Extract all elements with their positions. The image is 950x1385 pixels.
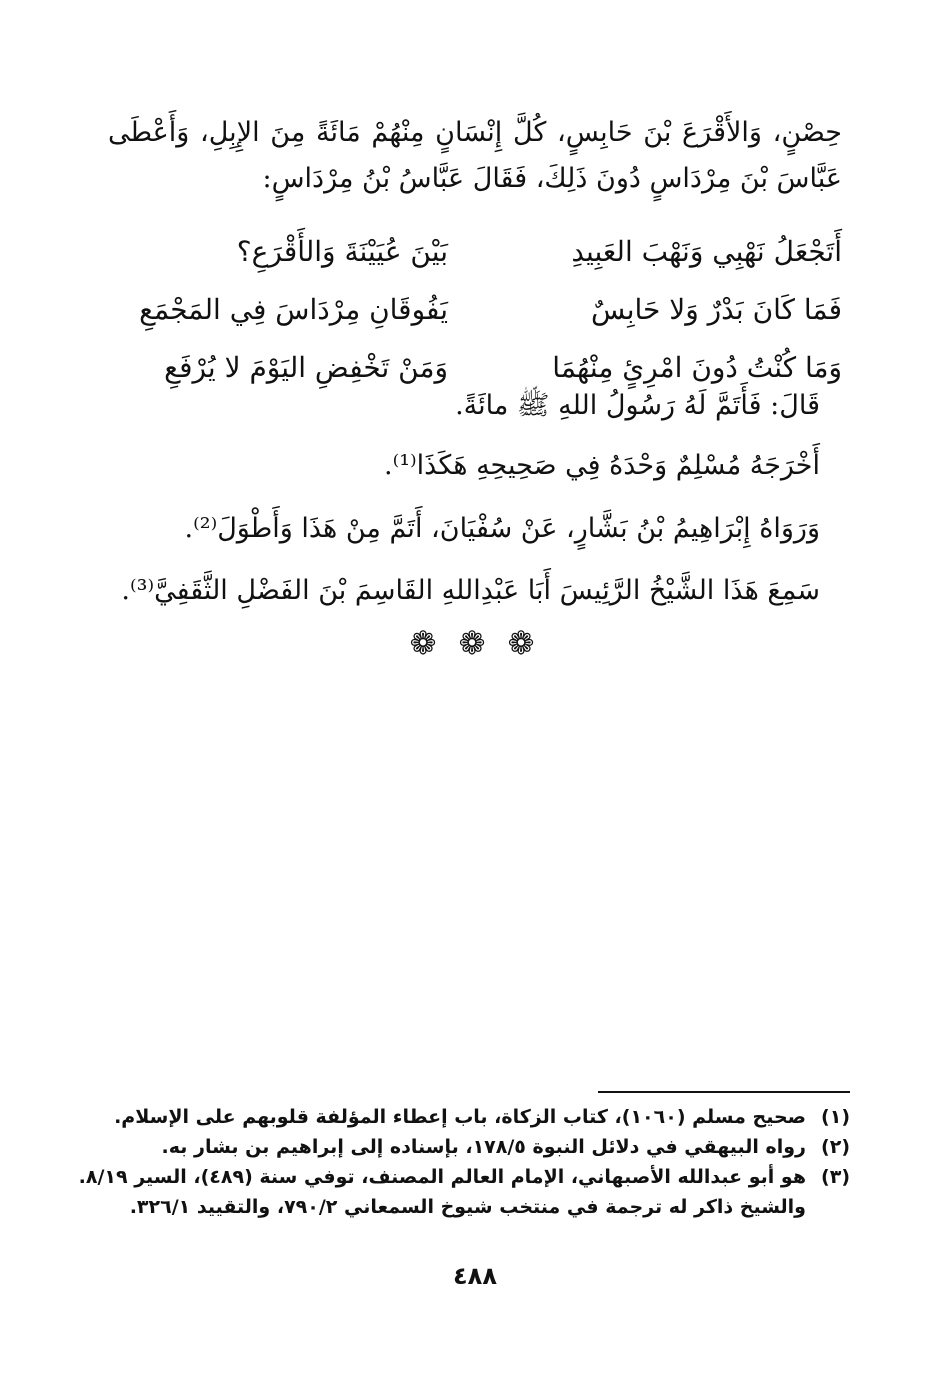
footnote-number: (٣) bbox=[821, 1166, 850, 1188]
footnote-rule bbox=[598, 1091, 850, 1093]
section-separator-ornament: ❁ ❁ ❁ bbox=[409, 624, 541, 662]
paragraph-prophet-completed: قَالَ: فَأَتَمَّ لَهُ رَسُولُ اللهِ ﷺ مائَةً. bbox=[455, 390, 820, 421]
footnote-text-block bbox=[79, 1162, 806, 1222]
footnote-number: (١) bbox=[821, 1106, 850, 1128]
footnote-item bbox=[90, 1132, 850, 1162]
verse-line bbox=[108, 280, 842, 338]
verse-first-hemistich: وَمَا كُنْتُ دُونَ امْرِئٍ مِنْهُمَا bbox=[552, 350, 842, 384]
paragraph-ibrahim-narration: وَرَوَاهُ إِبْرَاهِيمُ بْنُ بَشَّارٍ، عَنْ سُفْيَانَ، أَتَمَّ مِنْ هَذَا وَأَطْوَلَ⁽²⁾. bbox=[184, 513, 820, 544]
verse-second-hemistich: وَمَنْ تَخْفِضِ اليَوْمَ لا يُرْفَعِ bbox=[164, 350, 448, 384]
verse-second-hemistich: يَفُوقَانِ مِرْدَاسَ فِي المَجْمَعِ bbox=[139, 292, 448, 326]
verse-first-hemistich: أَتَجْعَلُ نَهْبِي وَنَهْبَ العَبِيدِ bbox=[571, 234, 842, 268]
footnotes bbox=[78, 1102, 850, 1222]
verse-second-hemistich: بَيْنَ عُيَيْنَةَ وَالأَقْرَعِ؟ bbox=[236, 234, 448, 268]
paragraph-muslim-narration: أَخْرَجَهُ مُسْلِمٌ وَحْدَهُ فِي صَحِيحِهِ هَكَذَا⁽¹⁾. bbox=[384, 450, 820, 481]
page-number: ٤٨٨ bbox=[453, 1262, 497, 1290]
footnote-item bbox=[90, 1102, 850, 1132]
verse-line bbox=[108, 222, 842, 280]
footnote-text: رواه البيهقي في دلائل النبوة ١٧٨/٥، بإسناده إلى إبراهيم بن بشار به. bbox=[161, 1136, 806, 1158]
footnote-text: هو أبو عبدالله الأصبهاني، الإمام العالم المصنف، توفي سنة (٤٨٩)، السير ٨/١٩. bbox=[78, 1166, 806, 1188]
poem-verses bbox=[108, 222, 842, 396]
footnote-item bbox=[78, 1162, 850, 1222]
footnote-number: (٢) bbox=[821, 1136, 850, 1158]
paragraph-sheikh-heard: سَمِعَ هَذَا الشَّيْخُ الرَّئِيسَ أَبَا عَبْدِاللهِ القَاسِمَ بْنَ الفَضْلِ الثَّقَفِيَّ⁽³⁾. bbox=[121, 575, 820, 606]
paragraph-opening: حِصْنٍ، وَالأَقْرَعَ بْنَ حَابِسٍ، كُلَّ إِنْسَانٍ مِنْهُمْ مَائَةً مِنَ الإِبِلِ، وَأَعْطَى عَبَّاسَ بْنَ مِرْدَاسٍ دُونَ ذَلِكَ، فَقَالَ عَبَّاسُ بْنُ مِرْدَاسٍ: bbox=[108, 117, 842, 194]
footnote-text-continued: والشيخ ذاكر له ترجمة في منتخب شيوخ السمعاني ٧٩٠/٢، والتقييد ٣٢٦/١. bbox=[129, 1196, 806, 1218]
footnote-text: صحيح مسلم (١٠٦٠)، كتاب الزكاة، باب إعطاء المؤلفة قلوبهم على الإسلام. bbox=[114, 1106, 806, 1128]
verse-first-hemistich: فَمَا كَانَ بَدْرٌ وَلا حَابِسٌ bbox=[591, 292, 842, 326]
